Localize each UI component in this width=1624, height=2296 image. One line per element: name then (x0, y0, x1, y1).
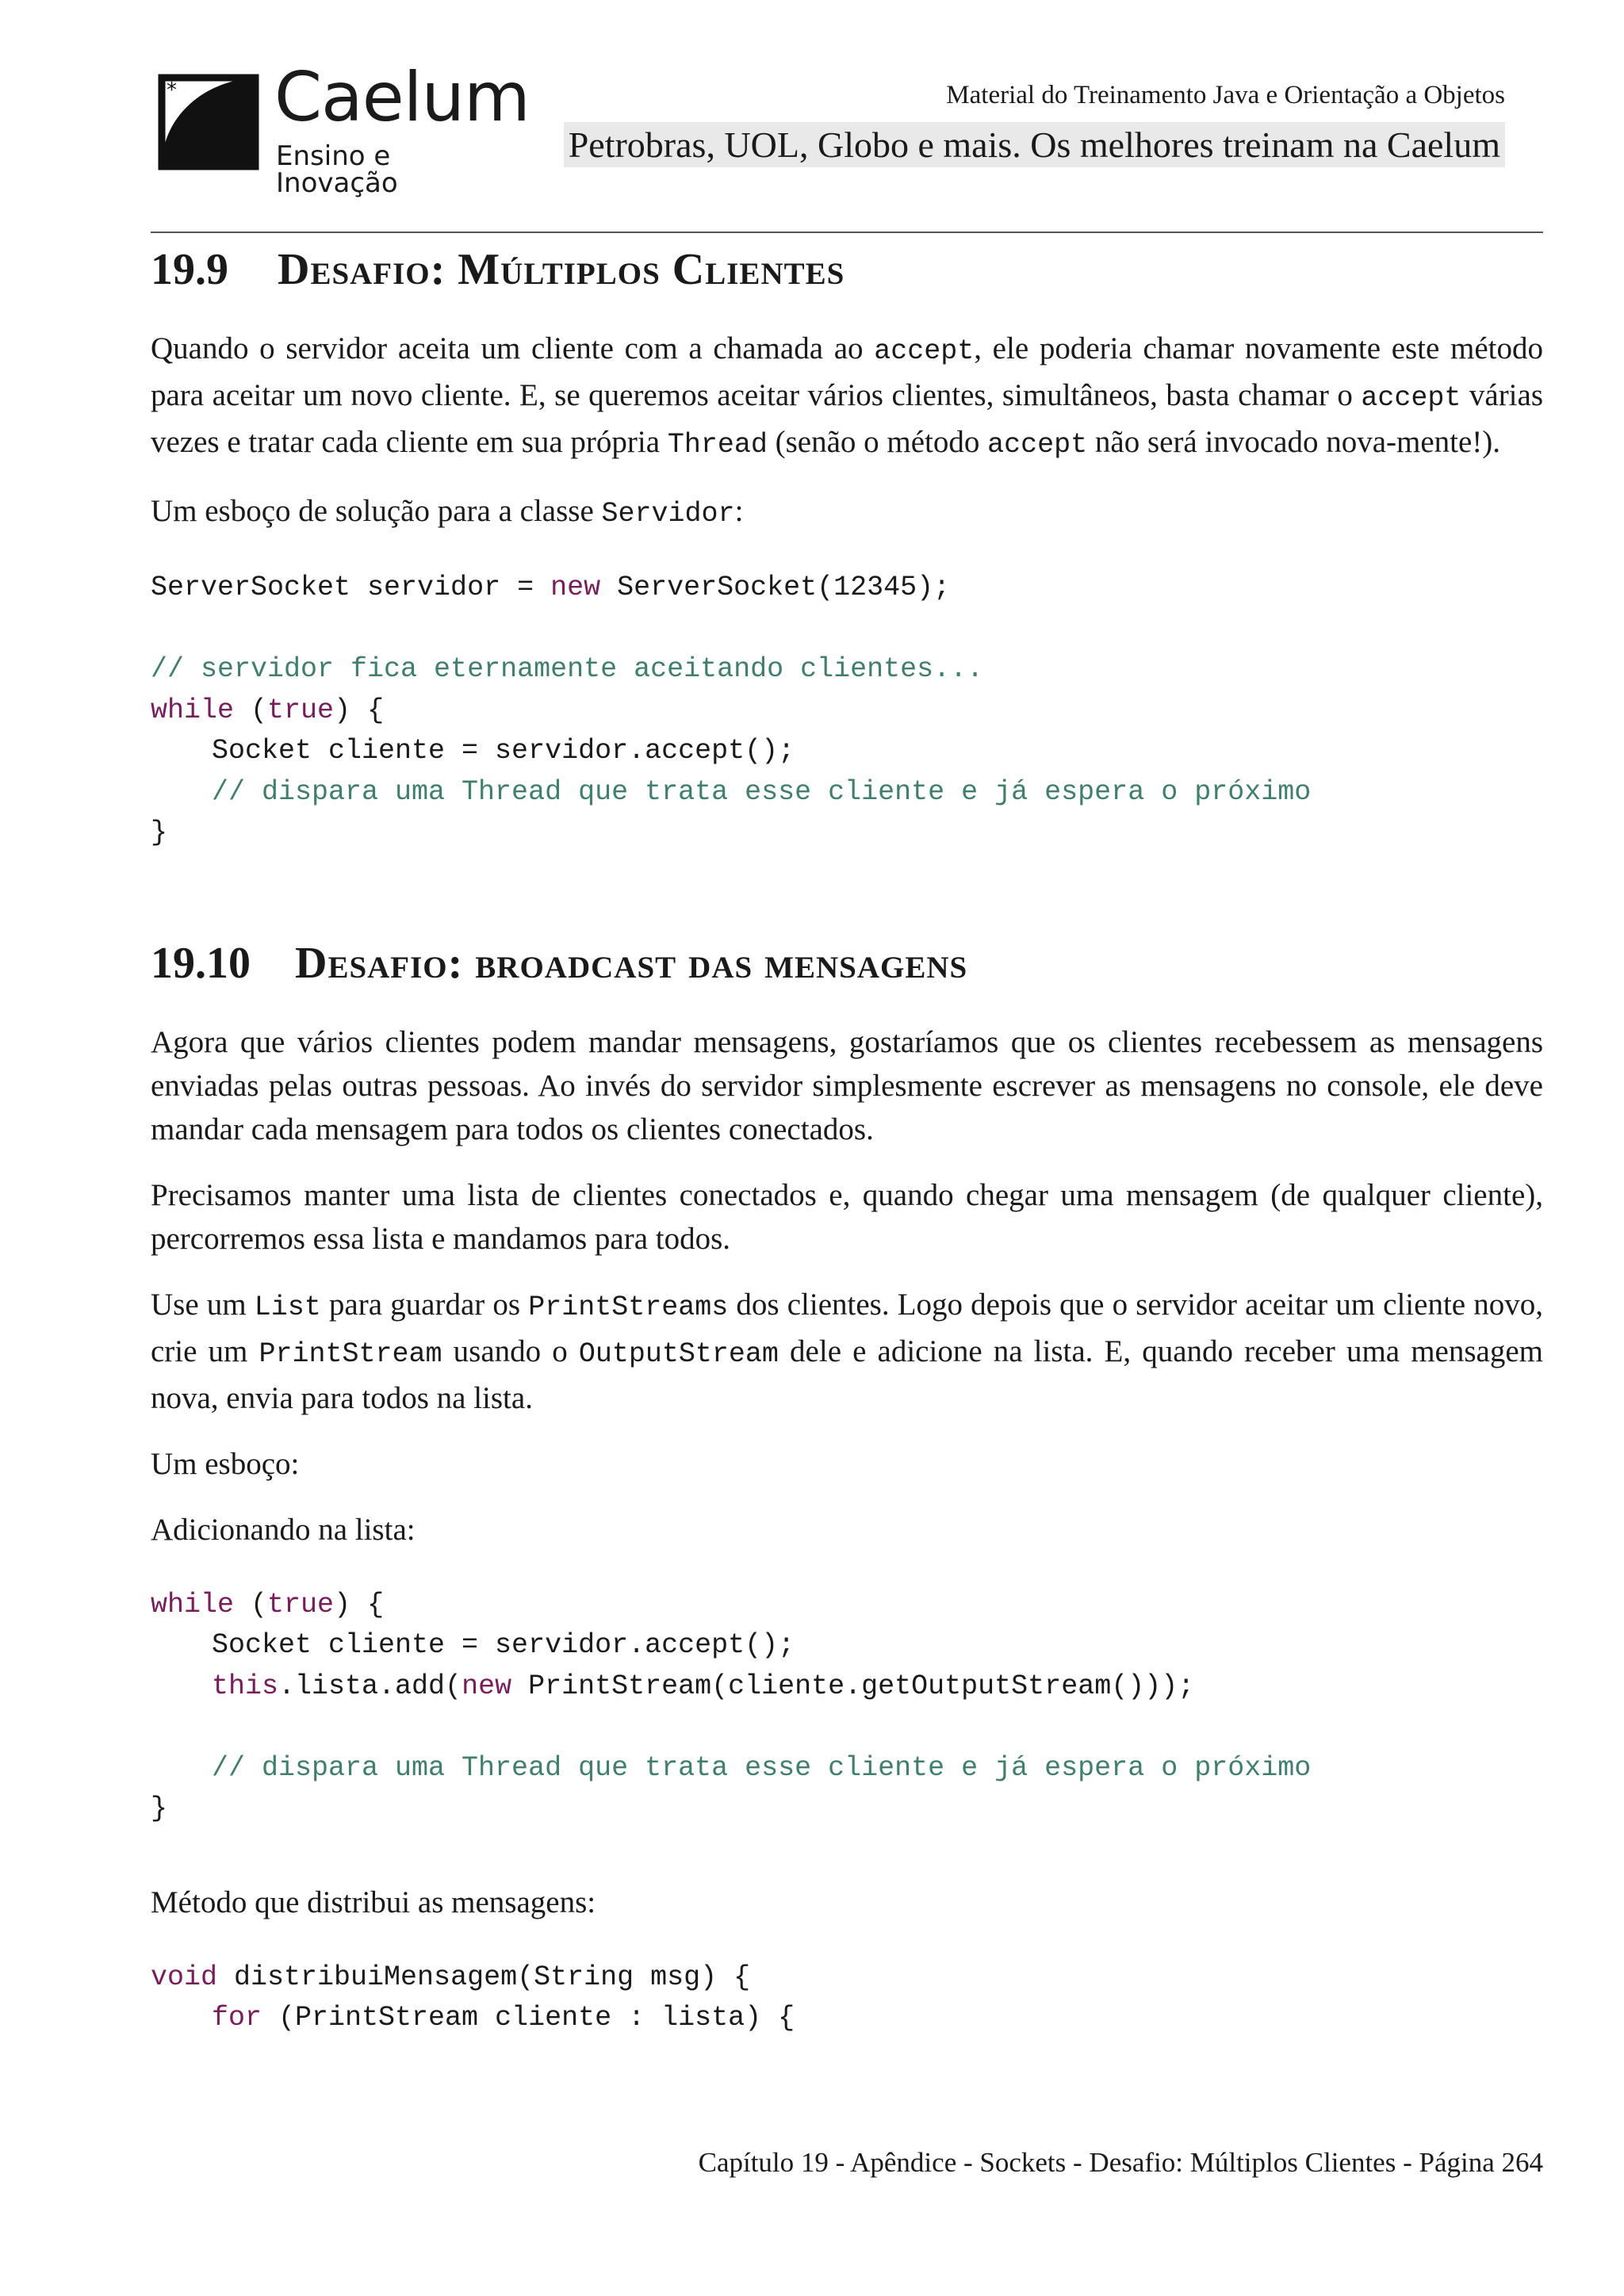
paragraph: Método que distribui as mensagens: (151, 1885, 596, 1919)
main-content (151, 238, 1543, 2039)
code-comment: // dispara uma Thread que trata esse cliente e já espera o próximo (212, 1751, 1312, 1784)
inline-code: Thread (667, 429, 768, 461)
svg-text:*: * (167, 78, 177, 102)
inline-code: accept (1361, 382, 1461, 414)
section-heading-19-9 (151, 247, 1543, 292)
paragraph: Um esboço: (151, 1446, 300, 1481)
header-material-title: Material do Treinamento Java e Orientação a Objetos (946, 81, 1505, 109)
code-comment: // servidor fica eternamente aceitando clientes... (151, 653, 984, 685)
code-line: ServerSocket servidor = new ServerSocket(12345); (151, 572, 951, 603)
inline-code: OutputStream (578, 1337, 779, 1370)
inline-code: accept (987, 429, 1088, 461)
inline-code: PrintStreams (528, 1291, 729, 1323)
section-title: Desafio: broadcast das mensagens (295, 938, 968, 988)
inline-code: PrintStream (259, 1337, 442, 1370)
inline-code: List (254, 1291, 321, 1323)
page-footer: Capítulo 19 - Apêndice - Sockets - Desafio: Múltiplos Clientes - Página 264 (698, 2147, 1543, 2178)
logo-wordmark: Caelum (274, 58, 530, 137)
section-number: 19.9 (151, 245, 228, 294)
header-rule (151, 232, 1543, 233)
caelum-logo (155, 58, 530, 199)
code-line: for (PrintStream cliente : lista) { (212, 2002, 795, 2034)
code-line: while (true) { (151, 1588, 385, 1621)
code-block (151, 1585, 1543, 1830)
paragraph: Um esboço de solução para a classe Servidor: (151, 494, 744, 530)
header-banner: Petrobras, UOL, Globo e mais. Os melhores treinam na Caelum (564, 122, 1505, 167)
code-line: Socket cliente = servidor.accept(); (212, 1629, 795, 1661)
code-line: } (151, 1793, 168, 1824)
paragraph: Precisamos manter uma lista de clientes conectados e, quando chegar uma mensagem (de qualquer cliente), percorremos essa lista e mandamos para todos. (151, 1177, 1543, 1256)
code-line: } (151, 817, 168, 848)
section-number: 19.10 (151, 938, 251, 988)
code-line: Socket cliente = servidor.accept(); (212, 735, 795, 767)
caelum-logo-icon (155, 70, 262, 173)
inline-code: accept (874, 335, 975, 367)
paragraph: Use um List para guardar os PrintStreams dos clientes. Logo depois que o servidor aceitar um cliente novo, crie um PrintStream usando o OutputStream dele e adicione na lista. E, quando receber uma mensagem nova, envia para todos na lista. (151, 1287, 1543, 1415)
code-line: void distribuiMensagem(String msg) { (151, 1961, 751, 1993)
paragraph: Quando o servidor aceita um cliente com a chamada ao accept, ele poderia chamar novamente este método para aceitar um novo cliente. E, se queremos aceitar vários clientes, simultâneos, basta chamar o accept várias vezes e tratar cada cliente em sua própria Thread (senão o método accept não será invocado nova-mente!). (151, 331, 1544, 461)
section-heading-19-10 (151, 938, 1543, 988)
section-title: Desafio: Múltiplos Clientes (278, 245, 845, 294)
code-line: this.lista.add(new PrintStream(cliente.getOutputStream())); (212, 1670, 1195, 1702)
code-block (151, 568, 1543, 854)
paragraph: Agora que vários clientes podem mandar mensagens, gostaríamos que os clientes recebessem as mensagens enviadas pelas outras pessoas. Ao invés do servidor simplesmente escrever as mensagens no console, ele deve mandar cada mensagem para todos os clientes conectados. (151, 1024, 1543, 1146)
code-block (151, 1957, 1543, 2039)
code-line: while (true) { (151, 694, 385, 726)
code-comment: // dispara uma Thread que trata esse cliente e já espera o próximo (212, 775, 1312, 808)
logo-tagline: Ensino e Inovação (276, 140, 398, 199)
inline-code: Servidor (601, 498, 735, 530)
paragraph: Adicionando na lista: (151, 1512, 416, 1547)
